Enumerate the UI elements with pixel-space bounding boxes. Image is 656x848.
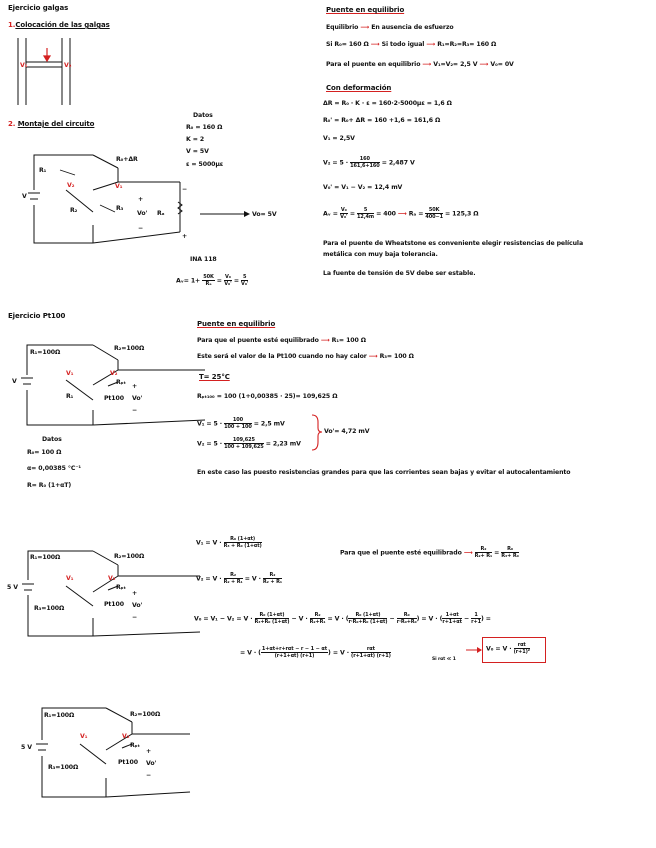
bridge1-v1-mark: V₁: [115, 183, 123, 190]
b2-vo-label: Vo': [132, 602, 143, 609]
b3-source-label: 5 V: [21, 744, 32, 751]
pt-r1k-label: R₁=100Ω: [30, 349, 61, 356]
pt-eq-line-1: Para que el puente esté equilibrado ⟶ R₁= 100 Ω: [197, 337, 366, 344]
b3-v2-mark: V₂: [122, 733, 130, 740]
equilibrium-title: Puente en equilibrio: [326, 6, 405, 14]
def-para-2: metálica con muy baja tolerancia.: [323, 251, 438, 258]
b3-pt100-label: Pt100: [118, 759, 138, 766]
bridge1-vo-label: Vo': [137, 210, 148, 217]
b3-v1-mark: V₁: [80, 733, 88, 740]
def-para-1: Para el puente de Wheatstone es conveniente elegir resistencias de película: [323, 240, 584, 247]
def-para-3: La fuente de tensión de 5V debe ser estable.: [323, 270, 476, 277]
eq-line-1: Equilibrio ⟶ En ausencia de esfuerzo: [326, 24, 454, 31]
b3-r1k-label: R₁=100Ω: [44, 712, 75, 719]
b2-formula-1: V₁ = V · $\frac{\text{R₀ (1+αt)}}{\text{R₃ + R₀ (1+αt)}}$: [196, 536, 262, 549]
bridge1-out-plus: +: [182, 233, 188, 240]
def-line-3: V₁ = 2,5V: [323, 135, 355, 142]
pt-r2k-label: R₂=100Ω: [114, 345, 145, 352]
b3-minus: −: [146, 772, 152, 779]
sub1-number: 1.: [8, 21, 16, 29]
b2-minus: −: [132, 614, 138, 621]
pt-v2-mark: V₂: [110, 370, 118, 377]
bridge1-vo5-label: Vo= 5V: [252, 211, 277, 218]
pt-va-line: V₁ = 5 · $\frac{100}{100 + 100} = 2,5$ mV: [197, 417, 285, 430]
b2-pt100-label: Pt100: [104, 601, 124, 608]
b2-plus: +: [132, 590, 138, 597]
b2-result: V₀ = V · $\frac{\text{rαt}}{\text{(r+1)²}}$: [486, 642, 530, 655]
bridge1-r1-label: R₁: [39, 167, 47, 174]
gain-frac-1: $\frac{50K}{\text{Rₐ}}$: [203, 274, 214, 287]
gauges-data-4: ε = 5000με: [186, 161, 224, 168]
b2-r1k-label: R₁=100Ω: [30, 554, 61, 561]
pt-temp-title: T= 25°C: [199, 373, 230, 381]
pt-data-3: R= R₀ (1+αT): [27, 482, 72, 489]
pt-vo-result: Vo'= 4,72 mV: [324, 428, 370, 435]
gauges-data-title: Datos: [193, 112, 213, 119]
b2-rx-label: R₃=100Ω: [34, 605, 65, 612]
gauge-v1-label: V₁: [20, 62, 28, 69]
gauges-title: Ejercicio galgas: [8, 4, 69, 12]
bridge1-r2-label: R₂: [70, 207, 78, 214]
sub1-text: Colocación de las galgas: [15, 21, 110, 29]
def-line-2: R₀' = R₀+ ΔR = 160 +1,6 = 161,6 Ω: [323, 117, 441, 124]
deformation-title: Con deformación: [326, 84, 392, 92]
b2-formula-4: = V · ( $\frac{\text{1+αt+r+rαt − r − 1 − αt}}{(r+1+\alpha t) (r+1)}) = V$ · $\frac{\text{rαt}}{(r+1+\alpha t) (r+1)}$: [240, 646, 391, 659]
b3-r2k-label: R₂=100Ω: [130, 711, 161, 718]
bridge1-out-minus: −: [182, 186, 188, 193]
gauges-data-3: V = 5V: [186, 148, 209, 155]
bridge1-r0dr-label: R₀+ΔR: [116, 156, 138, 163]
pt100-title: Ejercicio Pt100: [8, 312, 66, 320]
pt-source-label: V: [12, 378, 17, 385]
b2-eq-condition: Para que el puente esté equilibrado ⟶ $\frac{\text{R₂}}{\text{R₂+ R₁}}$ = $\frac{\text{R₀}}{\text{R₃+ R₀}}$: [340, 546, 519, 559]
bridge1-r3-label: R₃: [116, 205, 124, 212]
b2-formula-2: V₂ = V · $\frac{\text{R₂}}{\text{R₂ + R₁}} = V$ · $\frac{\text{R₂}}{\text{R₂ + R₁}}$: [196, 572, 282, 585]
pt-minus: −: [132, 407, 138, 414]
sub2-text: Montaje del circuito: [17, 120, 95, 128]
ina-label: INA 118: [190, 256, 217, 263]
pt-rpt25-line: Rₚₜ₁₀₀ = 100 (1+0,00385 · 25)= 109,625 Ω: [197, 393, 338, 400]
pt-data-2: α= 0,00385 °C⁻¹: [27, 465, 82, 472]
b3-rpt-label: Rₚₜ: [130, 742, 140, 749]
bridge1-source-label: V: [22, 193, 27, 200]
pt-pt100-label: Pt100: [104, 395, 124, 402]
b2-v2-mark: V₂: [108, 575, 116, 582]
eq-line-2: Si R₀= 160 Ω ⟶ Si todo igual ⟶ R₁=R₂=R₃= 160 Ω: [326, 41, 497, 48]
sub2-number: 2.: [8, 120, 16, 128]
gauges-data-2: K = 2: [186, 136, 205, 143]
eq-line-3: Para el puente en equilibrio ⟶ V₁=V₂= 2,5 V ⟶ V₀= 0V: [326, 61, 514, 68]
bridge1-v2-mark: V₂: [67, 182, 75, 189]
pt-r1-label: R₁: [66, 393, 74, 400]
b2-approx-note: Si rαt ≪ 1: [432, 657, 456, 662]
pt-v1-mark: V₁: [66, 370, 74, 377]
pt-data-1: R₀= 100 Ω: [27, 449, 62, 456]
def-line-6: Aᵥ = $\frac{\text{V₀}}{\text{V₀'}}$ = $\frac{5}{12,4m} = 400$ ⟶ Rₐ = $\frac{50K}{400-1} = 125,3$ Ω: [323, 207, 479, 220]
pt-note: En este caso las puesto resistencias grandes para que las corrientes sean bajas y evitar el autocalentamiento: [197, 469, 571, 476]
gauge-v2-label: V₂: [64, 62, 72, 69]
pt-plus: +: [132, 383, 138, 390]
b3-plus: +: [146, 748, 152, 755]
gain-eq: =: [216, 277, 222, 285]
def-line-5: V₀' = V₁ − V₂ = 12,4 mV: [323, 184, 403, 191]
gain-lhs: Aᵥ= 1+: [176, 277, 201, 285]
pt-vo-label: Vo': [132, 395, 143, 402]
gauges-data-1: R₀ = 160 Ω: [186, 124, 223, 131]
b3-rx-label: R₃=100Ω: [48, 764, 79, 771]
pt-vb-line: V₂ = 5 · $\frac{109,625}{100 + 109,625} = 2,23$ mV: [197, 437, 301, 450]
pt-eq-line-2: Este será el valor de la Pt100 cuando no hay calor ⟶ R₃= 100 Ω: [197, 353, 414, 360]
pt-eq-title: Puente en equilibrio: [197, 320, 276, 328]
gain-eq-2: =: [233, 277, 239, 285]
def-line-1: ΔR = R₀ · K · ε = 160·2·5000με = 1,6 Ω: [323, 100, 452, 107]
b2-r2k-label: R₂=100Ω: [114, 553, 145, 560]
bridge1-minus: −: [138, 225, 144, 232]
b3-vo-label: Vo': [146, 760, 157, 767]
b2-source-label: 5 V: [7, 584, 18, 591]
bridge1-plus: +: [138, 196, 144, 203]
pt-rpt-label: Rₚₜ: [116, 379, 126, 386]
gain-frac-3: $\frac{5}{\text{V₀'}}$: [241, 274, 249, 287]
b2-formula-3: V₀ = V₁ − V₂ = V · $\frac{\text{R₀ (1+αt)}}{\text{R₃+R₀ (1+αt)}} - V$ · $\frac{\text{R₂}}{\text{R₂+R₁}} = V$ · ( $\frac{\text{R₀ (1+αt)}}{\text{r·R₀+R₀ (1+αt)}}$ − $\frac{\text{R₀}}{\text{r·R₀+R₀}}) = V$ · ( $\frac{1+\alpha t}{r+1+\alpha t}$ − $\frac{1}{r+1}$) =: [194, 612, 491, 625]
b2-v1-mark: V₁: [66, 575, 74, 582]
b2-rpt-label: Rₚₜ: [116, 584, 126, 591]
gain-frac-2: $\frac{\text{V₀}}{\text{V₀'}}$: [224, 274, 232, 287]
bridge1-ra-label: Rₐ: [157, 210, 165, 217]
def-line-4: V₂ = 5 · $\frac{160}{161,6+160} = 2,487$ V: [323, 156, 415, 169]
pt-data-title: Datos: [42, 436, 62, 443]
